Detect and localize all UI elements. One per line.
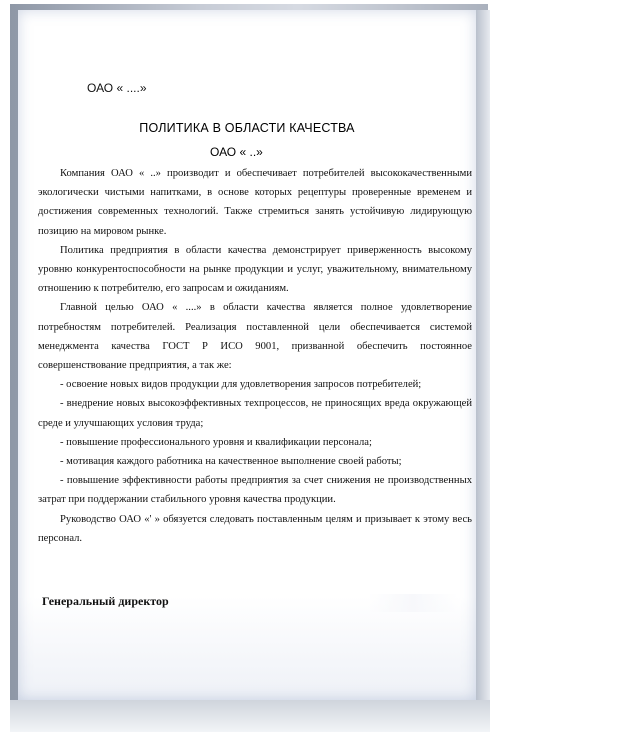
signature-area <box>368 594 458 612</box>
document-subtitle: ОАО « ..» <box>210 145 263 159</box>
list-item: - внедрение новых высокоэффективных техпроцессов, не приносящих вреда окружающей среде и улучшающих условия труда; <box>38 398 472 429</box>
company-header: ОАО « ....» <box>87 81 147 95</box>
page-edge-shadow <box>476 10 490 700</box>
list-item: - повышение эффективности работы предприятия за счет снижения не производственных затрат при поддержании стабильного уровня качества продукции. <box>38 475 472 506</box>
paragraph-goal: Главной целью ОАО « ....» в области качества является полное удовлетворение потребностям потребителей. Реализация поставленной цели обеспечивается системой менеджмента качества ГОСТ Р ИСО 9001, призванной обеспечить постоянное совершенствование предприятия, а так же: <box>38 302 472 372</box>
paragraph-closing: Руководство ОАО «' » обязуется следовать поставленным целям и призывает к этому весь персонал. <box>38 513 472 544</box>
page-bottom-band <box>10 700 490 732</box>
document-body <box>38 164 472 548</box>
list-item: - освоение новых видов продукции для удовлетворения запросов потребителей; <box>60 379 422 391</box>
list-item: - повышение профессионального уровня и квалификации персонала; <box>60 436 372 448</box>
signatory-title: Генеральный директор <box>42 594 169 608</box>
list-item: - мотивация каждого работника на качественное выполнение своей работы; <box>60 456 402 468</box>
paragraph-intro: Компания ОАО « ..» производит и обеспечивает потребителей высококачественными экологически чистыми напитками, в основе которых рецептуры проверенные временем и достижения современных технологий. Также стремиться занять устойчивую лидирующую позицию на мировом рынке. <box>38 168 472 237</box>
document-title: ПОЛИТИКА В ОБЛАСТИ КАЧЕСТВА <box>139 121 355 135</box>
paragraph-policy: Политика предприятия в области качества демонстрирует приверженность высокому уровню конкурентоспособности на рынке продукции и услуг, уважительному, внимательному отношению к потребителю, его запросам и ожиданиям. <box>38 244 472 295</box>
